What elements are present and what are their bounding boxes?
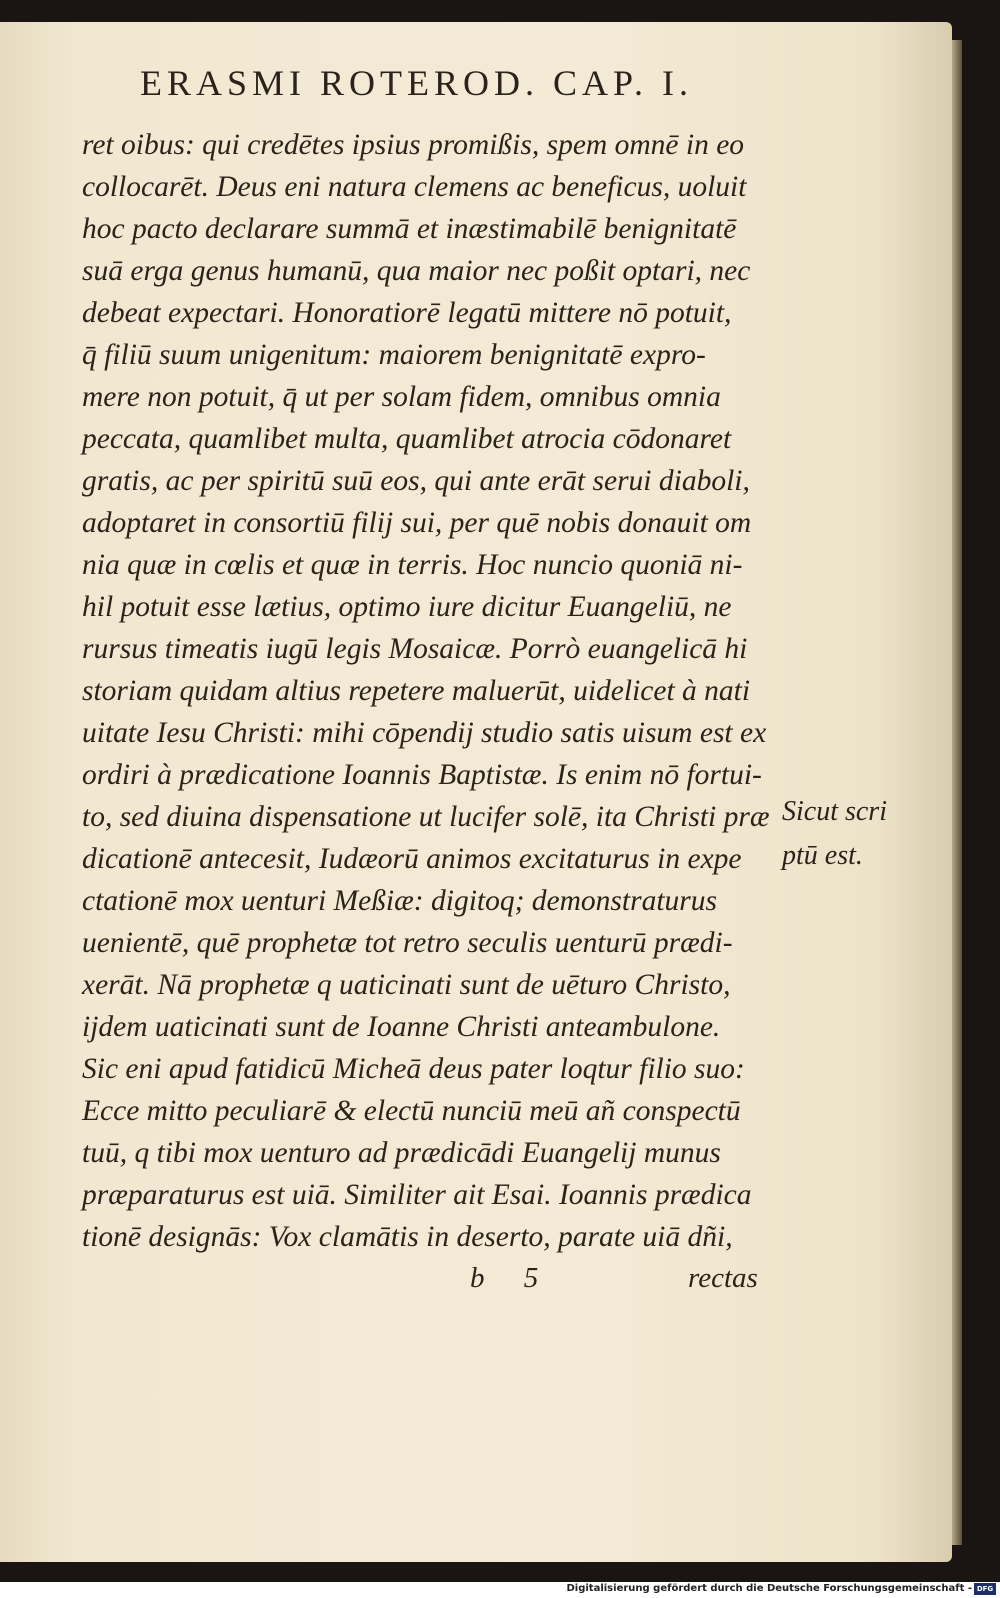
text-line: uenientē, quē prophetæ tot retro seculis uenturū prædi-: [82, 927, 733, 959]
text-line: ordiri à prædicatione Ioannis Baptistæ. Is enim nō fortui-: [82, 759, 762, 791]
text-line: dicationē antecesit, Iudæorū animos excitaturus in expe: [82, 843, 742, 875]
marginal-note-line: Sicut scri: [782, 796, 887, 827]
text-line: suā erga genus humanū, qua maior nec poßit optari, nec: [82, 255, 751, 287]
signature-mark: b 5: [470, 1262, 555, 1294]
text-line: xerāt. Nā prophetæ q uaticinati sunt de uēturo Christo,: [82, 969, 731, 1001]
text-line: peccata, quamlibet multa, quamlibet atrocia cōdonaret: [82, 423, 732, 455]
text-line: mere non potuit, q̄ ut per solam fidem, omnibus omnia: [82, 381, 721, 413]
running-head: ERASMI ROTEROD. CAP. I.: [140, 63, 694, 103]
text-line: tionē designās: Vox clamātis in deserto, parate uiā dñi,: [82, 1221, 733, 1253]
text-line: uitate Iesu Christi: mihi cōpendij studio satis uisum est ex: [82, 717, 767, 749]
text-line: q̄ filiū suum unigenitum: maiorem benignitatē expro-: [82, 339, 706, 371]
marginal-note-line: ptū est.: [782, 840, 863, 871]
text-line: storiam quidam altius repetere maluerūt, uidelicet à nati: [82, 675, 751, 707]
text-line: ctationē mox uenturi Meßiæ: digitoq; demonstraturus: [82, 885, 717, 917]
text-line: adoptaret in consortiū filij sui, per quē nobis donauit om: [82, 507, 752, 539]
text-line: rursus timeatis iugū legis Mosaicæ. Porrò euangelicā hi: [82, 633, 748, 665]
marginal-note: [782, 790, 902, 878]
text-line: tuū, q tibi mox uenturo ad prædicādi Euangelij munus: [82, 1137, 721, 1169]
text-line: ret oibus: qui credētes ipsius promißis, spem omnē in eo: [82, 129, 745, 161]
text-line: debeat expectari. Honoratiorē legatū mittere nō potuit,: [82, 297, 732, 329]
text-line: nia quæ in cœlis et quæ in terris. Hoc nuncio quoniā ni-: [82, 549, 743, 581]
dfg-logo: DFG: [974, 1583, 996, 1595]
text-line: ijdem uaticinati sunt de Ioanne Christi anteambulone.: [82, 1011, 721, 1043]
text-line: Ecce mitto peculiarē & electū nunciū meū añ conspectū: [82, 1095, 741, 1127]
text-line: Sic eni apud fatidicū Micheā deus pater loqtur filio suo:: [82, 1053, 745, 1085]
body-text: [82, 124, 772, 1258]
text-line: præparaturus est uiā. Similiter ait Esai. Ioannis prædica: [82, 1179, 752, 1211]
page-edge: [952, 40, 962, 1545]
text-line: to, sed diuina dispensatione ut lucifer solē, ita Christi præ: [82, 801, 770, 833]
text-line: collocarēt. Deus eni natura clemens ac beneficus, uoluit: [82, 171, 747, 203]
catchword: rectas: [688, 1262, 758, 1294]
text-line: hil potuit esse lætius, optimo iure dicitur Euangeliū, ne: [82, 591, 732, 623]
text-line: gratis, ac per spiritū suū eos, qui ante erāt serui diaboli,: [82, 465, 750, 497]
footer-credit: Digitalisierung gefördert durch die Deutsche Forschungsgemeinschaft -: [566, 1583, 972, 1594]
text-line: hoc pacto declarare summā et inæstimabilē benignitatē: [82, 213, 737, 245]
